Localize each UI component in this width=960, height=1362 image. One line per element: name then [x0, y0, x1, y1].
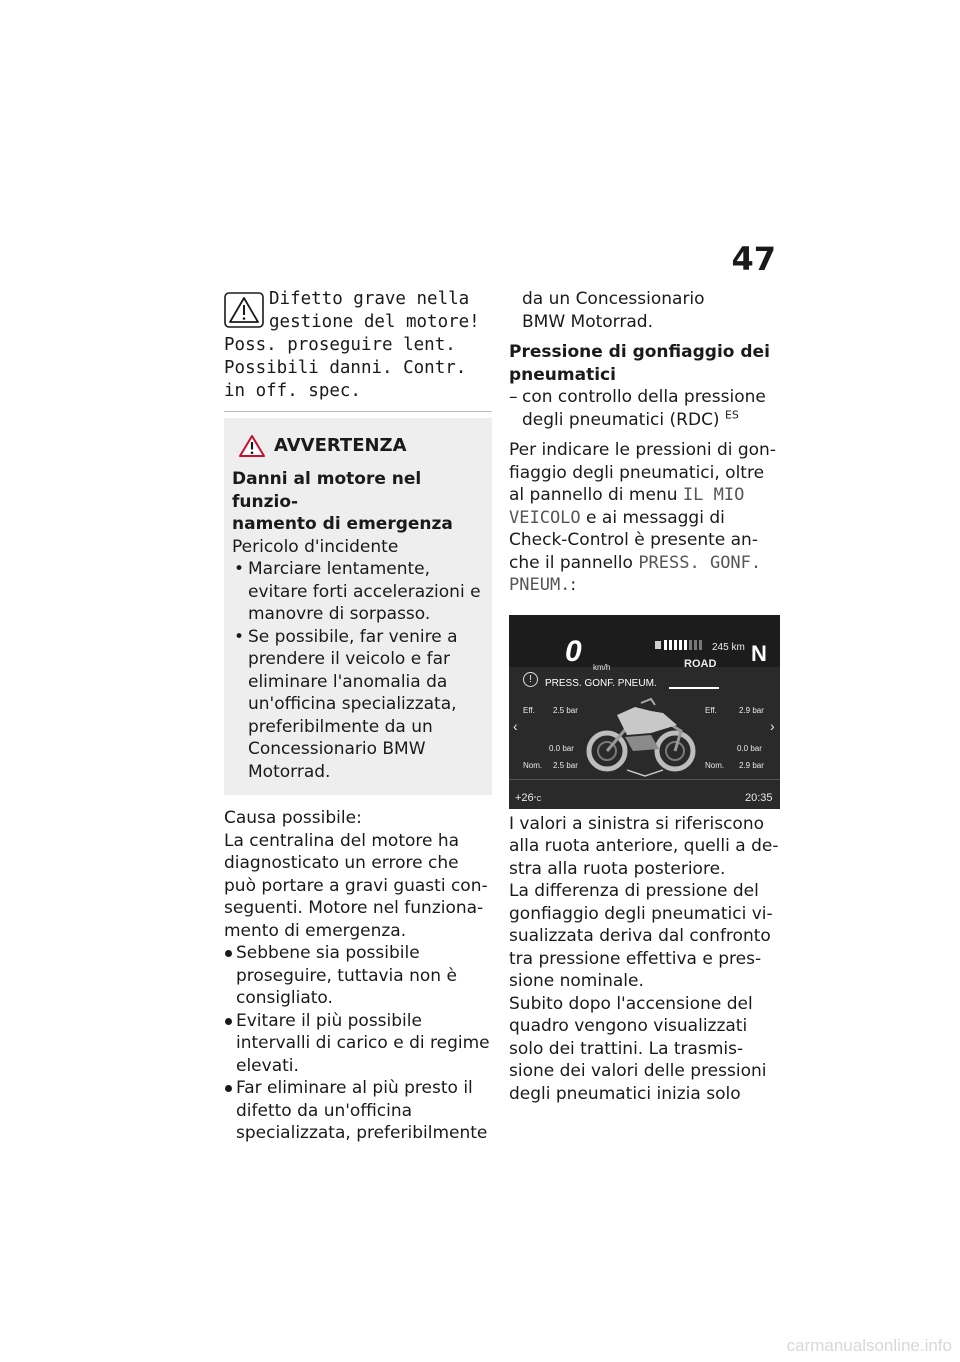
- divider: [224, 411, 492, 412]
- text-line: [509, 552, 781, 575]
- dash-marker: –: [509, 387, 518, 407]
- message-line: gestione del motore!: [269, 312, 480, 332]
- rear-eff-value: 2.9 bar: [739, 705, 764, 715]
- riding-mode: ROAD: [684, 657, 717, 670]
- list-item: Far eliminare al più presto il difetto da un'officina specializzata, preferibilmente: [224, 1077, 492, 1145]
- warning-list: [232, 558, 484, 783]
- equipment-code: ES: [724, 407, 739, 421]
- rear-nom-label: Nom.: [705, 760, 725, 770]
- menu-name: IL MIO: [682, 485, 745, 505]
- chevron-left-icon[interactable]: ‹: [513, 717, 518, 734]
- temperature: [515, 787, 542, 809]
- front-eff-label: Eff.: [523, 705, 535, 715]
- panel-name: PRESS. GONF.: [638, 552, 762, 573]
- message-line: Difetto grave nella: [269, 289, 470, 309]
- front-nom-value: 2.5 bar: [553, 760, 578, 770]
- text-line: [509, 484, 781, 507]
- text-line: La centralina del motore ha: [224, 830, 460, 851]
- warning-subtitle: Pericolo d'incidente: [232, 536, 399, 557]
- gear-indicator: N: [751, 640, 767, 666]
- cause-label: Causa possibile:: [224, 808, 362, 828]
- text-line: [509, 507, 781, 530]
- speed-unit: km/h: [593, 662, 611, 672]
- text-line: da un Concessionario: [522, 289, 705, 309]
- text-line: BMW Motorrad.: [522, 311, 653, 332]
- warning-icon: [238, 434, 266, 458]
- warning-header: [238, 434, 484, 458]
- warning-label: AVVERTENZA: [274, 434, 407, 456]
- text-line: diagnosticato un errore che: [224, 853, 459, 873]
- clock: 20:35: [745, 791, 773, 804]
- panel-name: PNEUM.: [509, 575, 571, 595]
- chevron-right-icon[interactable]: ›: [770, 717, 775, 734]
- text-line: quadro vengono visualizzati: [509, 1016, 748, 1036]
- heading-line: Pressione di gonfiaggio dei: [509, 342, 770, 362]
- text-span: al pannello di menu: [509, 485, 683, 505]
- text-line: stra alla ruota posteriore.: [509, 858, 726, 879]
- text-line: Subito dopo l'accensione del: [509, 993, 753, 1014]
- temperature-unit: °C: [533, 795, 542, 803]
- message-line: Possibili danni. Contr.: [224, 358, 467, 378]
- rear-diff-value: 0.0 bar: [737, 743, 762, 753]
- right-column: [509, 288, 781, 1105]
- warning-title: Danni al motore nel funzio-: [232, 469, 422, 512]
- text-line: mento di emergenza.: [224, 920, 407, 941]
- paragraph: [509, 439, 781, 597]
- text-span: :: [570, 575, 577, 595]
- action-list: [224, 942, 492, 1145]
- fuel-gauge-icon: [655, 639, 707, 651]
- paragraph: [509, 813, 781, 881]
- text-line: sione nominale.: [509, 971, 644, 991]
- range-value: 245 km: [712, 641, 745, 653]
- equipment-text: con controllo della pressione degli pneumatici (RDC): [522, 387, 766, 430]
- text-line: I valori a sinistra si riferiscono: [509, 813, 764, 834]
- page-number: 47: [731, 240, 776, 278]
- text-line: Per indicare le pressioni di gon-: [509, 440, 776, 460]
- paragraph: [509, 880, 781, 993]
- text-line: fiaggio degli pneumatici, oltre: [509, 462, 765, 483]
- text-span: e ai messaggi di: [580, 507, 725, 528]
- text-line: degli pneumatici inizia solo: [509, 1083, 741, 1104]
- warning-title: namento di emergenza: [232, 514, 453, 534]
- tft-display-image: [509, 615, 780, 809]
- list-item: • Se possibile, far venire a prendere il veicolo e far eliminare l'anomalia da un'officina specializzata, preferibilmente da un Concessionario BMW Motorrad.: [232, 626, 484, 784]
- list-item: Sebbene sia possibile proseguire, tuttavia non è consigliato.: [224, 942, 492, 1010]
- rear-eff-label: Eff.: [705, 705, 717, 715]
- text-line: solo dei trattini. La trasmis-: [509, 1038, 744, 1059]
- section-heading: [509, 341, 781, 386]
- temperature-value: +26: [515, 791, 534, 804]
- text-line: tra pressione effettiva e pres-: [509, 948, 762, 969]
- rear-nom-value: 2.9 bar: [739, 760, 764, 770]
- front-nom-label: Nom.: [523, 760, 543, 770]
- list-item: • Marciare lentamente, evitare forti accelerazioni e manovre di sorpasso.: [232, 558, 484, 626]
- paragraph: [509, 993, 781, 1106]
- panel-title: PRESS. GONF. PNEUM.: [545, 677, 657, 689]
- left-column: [224, 288, 492, 1145]
- text-line: può portare a gravi guasti con-: [224, 875, 488, 896]
- speed-value: 0: [565, 634, 582, 668]
- check-control-message: [224, 288, 492, 403]
- panel-indicator: [669, 687, 719, 689]
- motorcycle-icon: [581, 695, 701, 773]
- text-line: [509, 574, 781, 597]
- text-line: gonfiaggio degli pneumatici vi-: [509, 903, 773, 924]
- watermark-link[interactable]: carmanualsonline.info: [786, 1336, 952, 1355]
- chevron-down-icon[interactable]: [625, 769, 665, 777]
- message-line: in off. spec.: [224, 381, 361, 401]
- front-eff-value: 2.5 bar: [553, 705, 578, 715]
- text-span: che il pannello: [509, 552, 639, 573]
- equipment-note: [509, 386, 781, 431]
- list-item: Evitare il più possibile intervalli di carico e di regime elevati.: [224, 1010, 492, 1078]
- text-line: La differenza di pressione del: [509, 881, 759, 901]
- divider: [509, 779, 780, 780]
- text-line: sualizzata deriva dal confronto: [509, 926, 771, 946]
- text-line: sione dei valori delle pressioni: [509, 1061, 767, 1081]
- text-line: alla ruota anteriore, quelli a de-: [509, 836, 779, 856]
- menu-name: VEICOLO: [509, 507, 581, 528]
- front-diff-value: 0.0 bar: [549, 743, 574, 753]
- text-line: Check-Control è presente an-: [509, 530, 758, 550]
- cause-section: [224, 807, 492, 1145]
- warning-triangle-icon: [224, 292, 264, 328]
- text-line: seguenti. Motore nel funziona-: [224, 898, 484, 918]
- warning-box: [224, 418, 492, 795]
- message-line: Poss. proseguire lent.: [224, 335, 456, 355]
- heading-line: pneumatici: [509, 364, 616, 385]
- tire-pressure-icon: !: [523, 672, 538, 687]
